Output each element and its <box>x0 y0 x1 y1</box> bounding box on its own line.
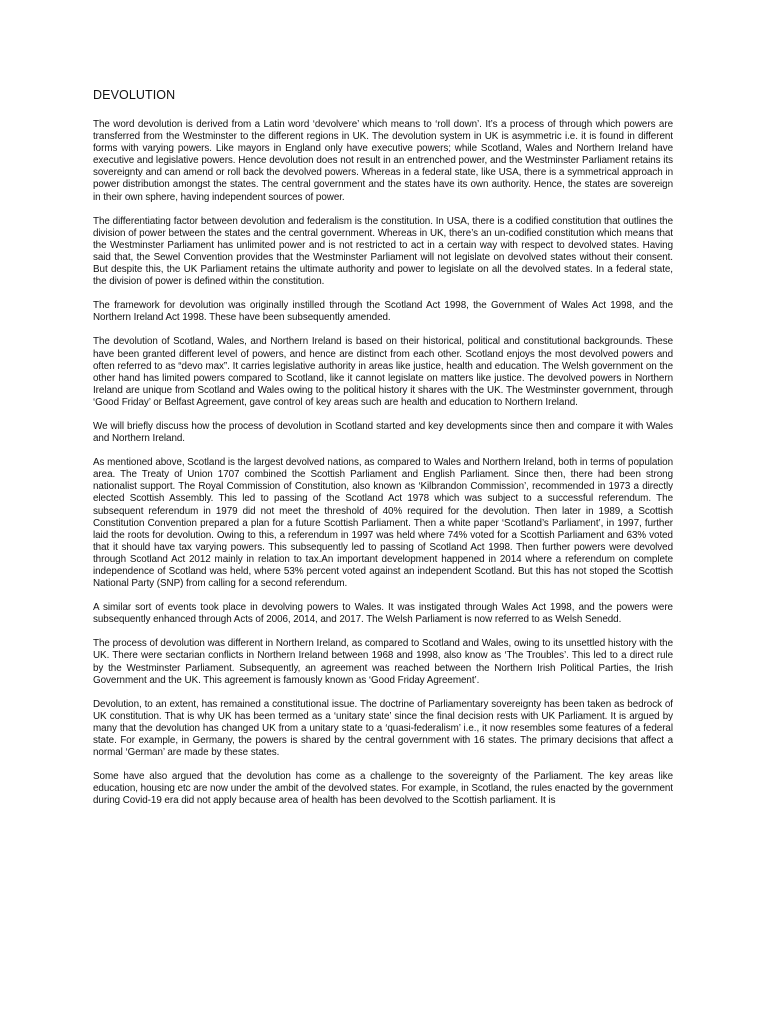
paragraph-intro: The word devolution is derived from a Latin word ‘devolvere’ which means to ‘roll down’. It’s a process of through which powers are transferred from the Westminster to the different regions in UK. The devolution system in UK is asymmetric i.e. it is found in different forms with varying powers. Like mayors in England only have executive powers; while Scotland, Wales and Northern Ireland have executive and legislative powers. Hence devolution does not result in an entrenched power, and the Westminster Parliament retains its sovereignty and can amend or roll back the devolved powers. Whereas in a federal state, like USA, there is a symmetrical approach in power distribution amongst the states. The central government and the states have its own authority. Hence, the states are sovereign in their own sphere, having independent sources of power. <box>93 119 673 203</box>
document-title: DEVOLUTION <box>93 88 176 102</box>
paragraph-sovereignty: Some have also argued that the devolution has come as a challenge to the sovereignty of the Parliament. The key areas like education, housing etc are now under the ambit of the devolved states. For example, in Scotland, the rules enacted by the government during Covid-19 era did not apply because area of health has been devolved to the Scottish parliament. It is <box>93 771 673 807</box>
paragraph-northern-ireland: The process of devolution was different in Northern Ireland, as compared to Scotland and Wales, owing to its unsettled history with the UK. There were sectarian conflicts in Northern Ireland between 1968 and 1998, also know as ‘The Troubles’. This led to a direct rule by the Westminster Parliament. Subsequently, an agreement was reached between the Northern Irish Political Parties, the Irish Government and the UK. This agreement is famously known as ‘Good Friday Agreement’. <box>93 638 673 686</box>
paragraph-wales: A similar sort of events took place in devolving powers to Wales. It was instigated through Wales Act 1998, and the powers were subsequently enhanced through Acts of 2006, 2014, and 2017. The Welsh Parliament is now referred to as Welsh Senedd. <box>93 602 673 626</box>
paragraph-backgrounds: The devolution of Scotland, Wales, and Northern Ireland is based on their historical, political and constitutional backgrounds. These have been granted different level of powers, and hence are distinct from each other. Scotland enjoys the most devolved powers and often referred to as “devo max”. It carries legislative authority in areas like justice, health and education. The Welsh government on the other hand has limited powers compared to Scotland, like it cannot legislate on matters like justice. The devolved powers in Northern Ireland are unique from Scotland and Wales owing to the political history it shares with the UK. The Westminster government, through ‘Good Friday’ or Belfast Agreement, gave control of key areas such are health and education to Northern Ireland. <box>93 336 673 408</box>
document-page <box>93 88 673 820</box>
paragraph-scotland: As mentioned above, Scotland is the largest devolved nations, as compared to Wales and Northern Ireland, both in terms of population area. The Treaty of Union 1707 combined the Scottish Parliament and English Parliament. Since then, there had been strong nationalist support. The Royal Commission of Constitution, also known as ‘Kilbrandon Commission’, recommended in 1973 a directly elected Scottish Assembly. This led to passing of the Scotland Act 1978 which was subject to a successful referendum. The subsequent referendum in 1979 did not meet the threshold of 40% required for the devolution. Then later in 1989, a Scottish Constitution Convention prepared a plan for a future Scottish Parliament. Then a white paper ‘Scotland’s Parliament’, in 1997, further laid the roots for devolution. Owing to this, a referendum in 1997 was held where 74% voted for a Scottish Parliament and 63% voted that it should have tax varying powers. This subsequently led to passing of Scotland Act 1998. Then further powers were devolved through Scotland Act 2012 mainly in relation to tax.An important development happened in 2014 where a referendum on complete independence of Scotland was held, where 53% percent voted against an independent Scotland. But this has not stoped the Scottish National Party (SNP) from calling for a second referendum. <box>93 457 673 590</box>
paragraph-overview: We will briefly discuss how the process of devolution in Scotland started and key developments since then and compare it with Wales and Northern Ireland. <box>93 420 673 445</box>
paragraph-federalism: The differentiating factor between devolution and federalism is the constitution. In USA, there is a codified constitution that outlines the division of power between the states and the central government. Whereas in UK, there’s an un-codified constitution which means that the Westminster Parliament has unlimited power and is not restricted to act in a certain way with respect to devolved states. Having said that, the Sewel Convention provides that the Westminster Parliament will not legislate on devolved states without their consent. But despite this, the UK Parliament retains the ultimate authority and power to legislate on all the devolved states. In a federal state, the division of power is defined within the constitution. <box>93 215 673 288</box>
paragraph-framework: The framework for devolution was originally instilled through the Scotland Act 1998, the Government of Wales Act 1998, and the Northern Ireland Act 1998. These have been subsequently amended. <box>93 300 673 324</box>
paragraph-constitutional-issue: Devolution, to an extent, has remained a constitutional issue. The doctrine of Parliamentary sovereignty has been taken as bedrock of UK constitution. That is why UK has been termed as a ‘unitary state’ since the final decision rests with UK Parliament. It is argued by many that the devolution has changed UK from a unitary state to a ‘quasi-federalism’ i.e., it now resembles some features of a federal state. For example, in Germany, the powers is shared by the central government with 16 states. The primary decisions that affect a normal ‘German’ are made by these states. <box>93 698 673 759</box>
